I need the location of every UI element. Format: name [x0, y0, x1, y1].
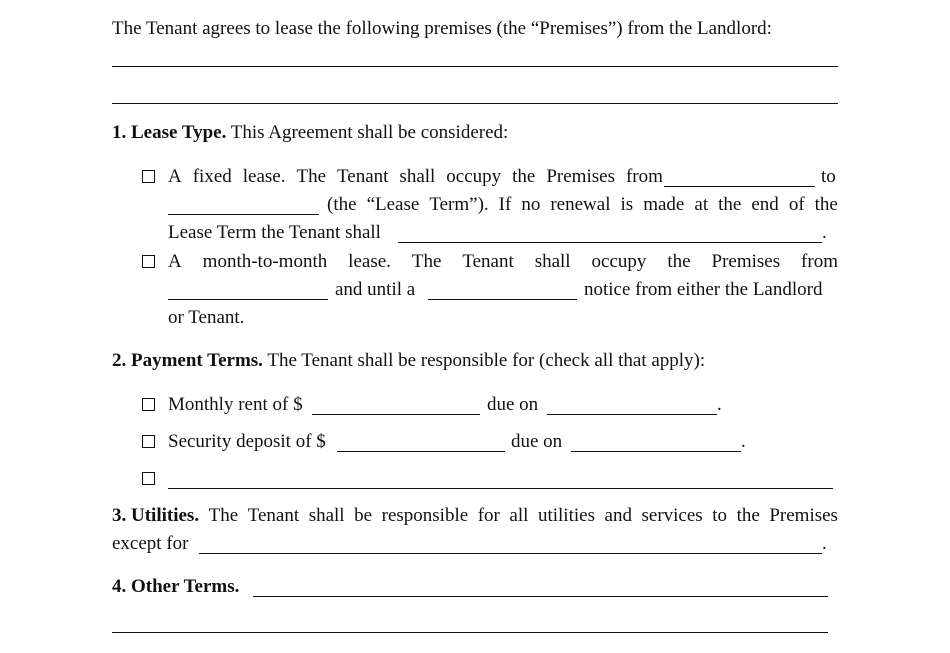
month-start-field[interactable] — [168, 299, 328, 300]
word: Term”). — [429, 194, 489, 215]
word: lease. — [242, 166, 286, 187]
word: Premises — [769, 505, 838, 526]
section-1-text: This Agreement shall be considered: — [230, 122, 509, 143]
word: renewal — [550, 194, 611, 215]
word: Tenant — [247, 505, 300, 526]
word: occupy — [591, 251, 647, 272]
word: end — [751, 194, 779, 215]
fixed-lease-line-1 — [168, 166, 663, 188]
fixed-lease-to: to — [821, 166, 836, 187]
word: the — [814, 194, 838, 215]
word: occupy — [446, 166, 502, 187]
intro-text: The Tenant agrees to lease the following premises (the “Premises”) from the Landlord: — [112, 18, 772, 39]
other-payment-field[interactable] — [168, 488, 833, 489]
word: Premises — [711, 251, 781, 272]
word: (the — [327, 194, 357, 215]
word: The — [208, 505, 239, 526]
word: for — [477, 505, 500, 526]
section-2-text: The Tenant shall be responsible for (check all that apply): — [267, 350, 706, 371]
section-4-number: 4. Other Terms. — [112, 576, 240, 597]
lease-end-field[interactable] — [168, 214, 319, 215]
word: month-to-month — [202, 251, 328, 272]
word: If — [498, 194, 512, 215]
other-payment-checkbox[interactable] — [142, 472, 155, 485]
word: all — [509, 505, 529, 526]
month-lease-line-1 — [168, 251, 838, 273]
word: and — [604, 505, 632, 526]
section-3-period: . — [822, 533, 827, 554]
word: is — [620, 194, 634, 215]
section-4-heading — [112, 576, 239, 598]
word: “Lease — [366, 194, 420, 215]
security-deposit-period: . — [741, 431, 746, 452]
word: shall — [399, 166, 436, 187]
word: The — [411, 251, 442, 272]
word: services — [641, 505, 703, 526]
fixed-lease-period: . — [822, 222, 827, 243]
month-lease-notice: notice from either the Landlord — [584, 279, 823, 300]
word: The — [296, 166, 327, 187]
lease-start-field[interactable] — [664, 186, 815, 187]
monthly-rent-period: . — [717, 394, 722, 415]
word: Premises — [546, 166, 615, 187]
security-deposit-label: Security deposit of $ — [168, 431, 326, 452]
word: from — [625, 166, 663, 187]
word: at — [694, 194, 709, 215]
section-2-number: 2. Payment Terms. — [112, 350, 263, 371]
word: responsible — [381, 505, 469, 526]
word: from — [801, 251, 838, 272]
word: utilities — [537, 505, 595, 526]
fixed-lease-line-2 — [327, 194, 838, 216]
other-terms-field-2[interactable] — [112, 632, 828, 633]
monthly-rent-label: Monthly rent of $ — [168, 394, 303, 415]
word: fixed — [192, 166, 232, 187]
month-to-month-checkbox[interactable] — [142, 255, 155, 268]
security-deposit-due-field[interactable] — [571, 451, 741, 452]
word: the — [736, 505, 760, 526]
month-lease-line-3: or Tenant. — [168, 307, 245, 328]
notice-period-field[interactable] — [428, 299, 577, 300]
word: shall — [308, 505, 345, 526]
fixed-lease-checkbox[interactable] — [142, 170, 155, 183]
premises-field-2[interactable] — [112, 103, 838, 104]
word: A — [168, 251, 182, 272]
other-terms-field-1[interactable] — [253, 596, 828, 597]
word: A — [168, 166, 182, 187]
section-1-heading — [112, 122, 508, 144]
monthly-rent-amount-field[interactable] — [312, 414, 480, 415]
security-deposit-amount-field[interactable] — [337, 451, 505, 452]
month-lease-until: and until a — [335, 279, 416, 300]
word: Tenant — [462, 251, 514, 272]
word: made — [643, 194, 685, 215]
word: Tenant — [337, 166, 389, 187]
section-3-except-label: except for — [112, 533, 189, 554]
section-2-heading — [112, 350, 705, 372]
word: to — [712, 505, 728, 526]
section-number: 3. Utilities. — [112, 505, 200, 526]
security-deposit-checkbox[interactable] — [142, 435, 155, 448]
fixed-lease-line-3: Lease Term the Tenant shall — [168, 222, 381, 243]
word: be — [354, 505, 373, 526]
word: the — [718, 194, 742, 215]
monthly-rent-due-field[interactable] — [547, 414, 717, 415]
section-1-number: 1. Lease Type. — [112, 122, 227, 143]
security-deposit-due-label: due on — [511, 431, 563, 452]
word: shall — [534, 251, 571, 272]
after-term-field[interactable] — [398, 242, 822, 243]
premises-field-1[interactable] — [112, 66, 838, 67]
word: the — [512, 166, 536, 187]
monthly-rent-due-label: due on — [487, 394, 539, 415]
monthly-rent-checkbox[interactable] — [142, 398, 155, 411]
section-3-line-1 — [112, 505, 838, 527]
word: of — [788, 194, 805, 215]
word: no — [521, 194, 541, 215]
word: the — [667, 251, 691, 272]
utilities-exception-field[interactable] — [199, 553, 822, 554]
word: lease. — [348, 251, 391, 272]
